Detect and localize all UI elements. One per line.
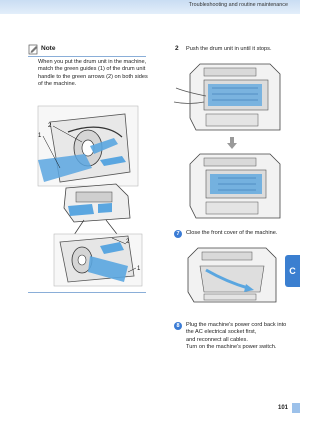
- step-text-line: Turn on the machine's power switch.: [186, 344, 277, 351]
- step-text-line: and reconnect all cables.: [186, 336, 248, 343]
- drum-unit-seated-illustration: [172, 152, 292, 220]
- drum-guide-machine-illustration: [46, 178, 146, 288]
- page-number: 101: [277, 405, 288, 411]
- header-title: Troubleshooting and routine maintenance: [188, 2, 288, 8]
- step-marker: 8: [174, 322, 182, 330]
- note-divider: [28, 292, 146, 293]
- step-marker: 2: [175, 45, 179, 52]
- step-text-line: the AC electrical socket first,: [186, 329, 257, 336]
- page-number-bar: [292, 403, 300, 413]
- note-header: [28, 44, 146, 57]
- callout-label: 2: [126, 239, 130, 245]
- appendix-tab-c: C: [285, 255, 300, 287]
- note-text: When you put the drum unit in the machine, match the green guides (1) of the drum unit handle to the green arrows (2) on both sides of the machine.: [38, 59, 148, 88]
- step-text: Push the drum unit in until it stops.: [186, 46, 272, 52]
- callout-label: 1: [38, 133, 42, 139]
- step-marker: 7: [174, 230, 182, 238]
- drum-guide-closeup-illustration: [30, 102, 146, 190]
- note-label: Note: [41, 45, 56, 52]
- push-drum-unit-illustration: [172, 58, 292, 132]
- step-text: Close the front cover of the machine.: [186, 230, 278, 236]
- step-text-line: Plug the machine's power cord back into: [186, 322, 287, 328]
- note-icon: [28, 44, 39, 55]
- callout-label: 1: [137, 266, 141, 272]
- step-text: [186, 322, 294, 352]
- close-front-cover-illustration: [176, 244, 288, 306]
- down-arrow-icon: [226, 136, 238, 150]
- callout-label: 2: [48, 123, 52, 129]
